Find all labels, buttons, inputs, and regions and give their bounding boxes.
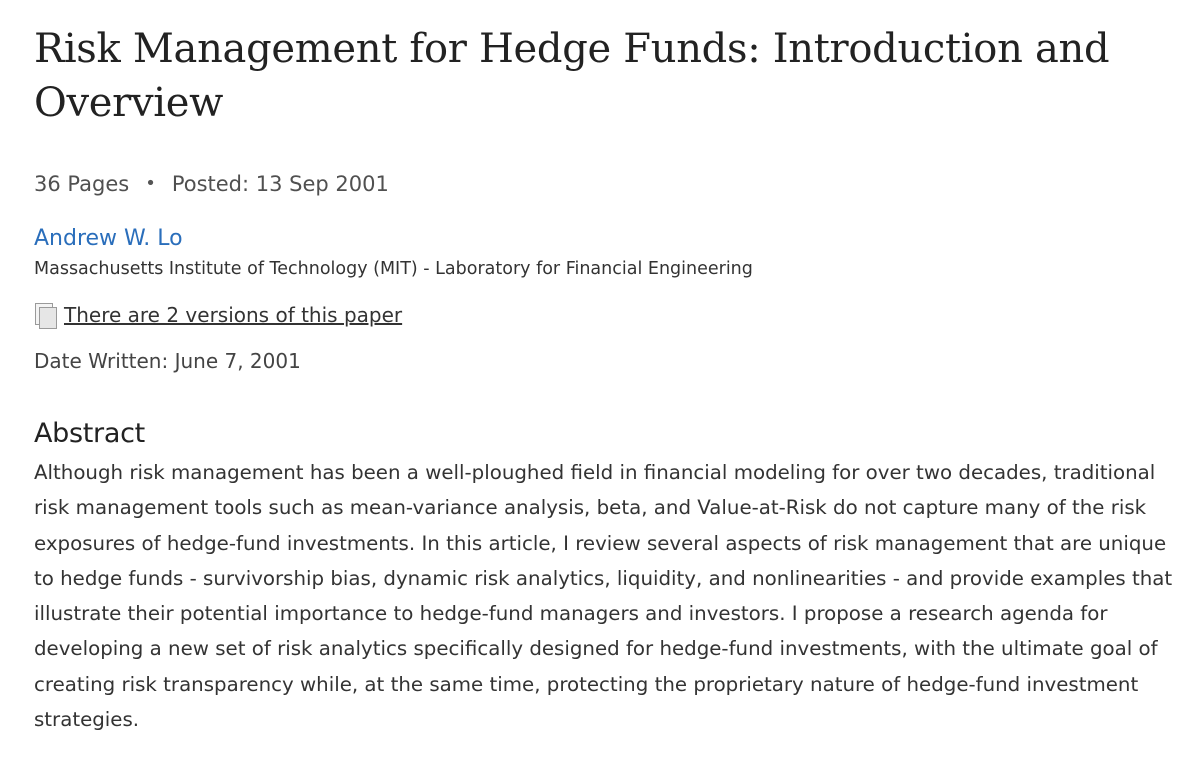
documents-icon [34, 302, 58, 328]
abstract-heading: Abstract [34, 418, 145, 449]
posted-date: Posted: 13 Sep 2001 [171, 172, 389, 196]
abstract-text: Although risk management has been a well-ploughed field in financial modeling for over two decades, traditional risk management tools such as mean-variance analysis, beta, and Value-at-Risk do not capture many of the risk exposures of hedge-fund investments. In this article, I review several aspects of risk management that are unique to hedge funds - survivorship bias, dynamic risk analytics, liquidity, and nonlinearities - and provide examples that illustrate their potential importance to hedge-fund managers and investors. I propose a research agenda for developing a new set of risk analytics specifically designed for hedge-fund investments, with the ultimate goal of creating risk transparency while, at the same time, protecting the proprietary nature of hedge-fund investment strategies. [34, 461, 1173, 732]
author-affiliation: Massachusetts Institute of Technology (MIT) - Laboratory for Financial Engineering [34, 259, 753, 279]
versions-row [34, 301, 1184, 329]
page-count: 36 Pages [34, 172, 130, 196]
paper-title: Risk Management for Hedge Funds: Introduction and Overview [34, 26, 1110, 126]
date-written: Date Written: June 7, 2001 [34, 349, 301, 373]
paper-page [34, 22, 1184, 737]
paper-meta [34, 170, 1184, 198]
meta-separator: • [145, 173, 156, 194]
author-link[interactable]: Andrew W. Lo [34, 226, 183, 251]
versions-link[interactable]: There are 2 versions of this paper [64, 303, 403, 327]
